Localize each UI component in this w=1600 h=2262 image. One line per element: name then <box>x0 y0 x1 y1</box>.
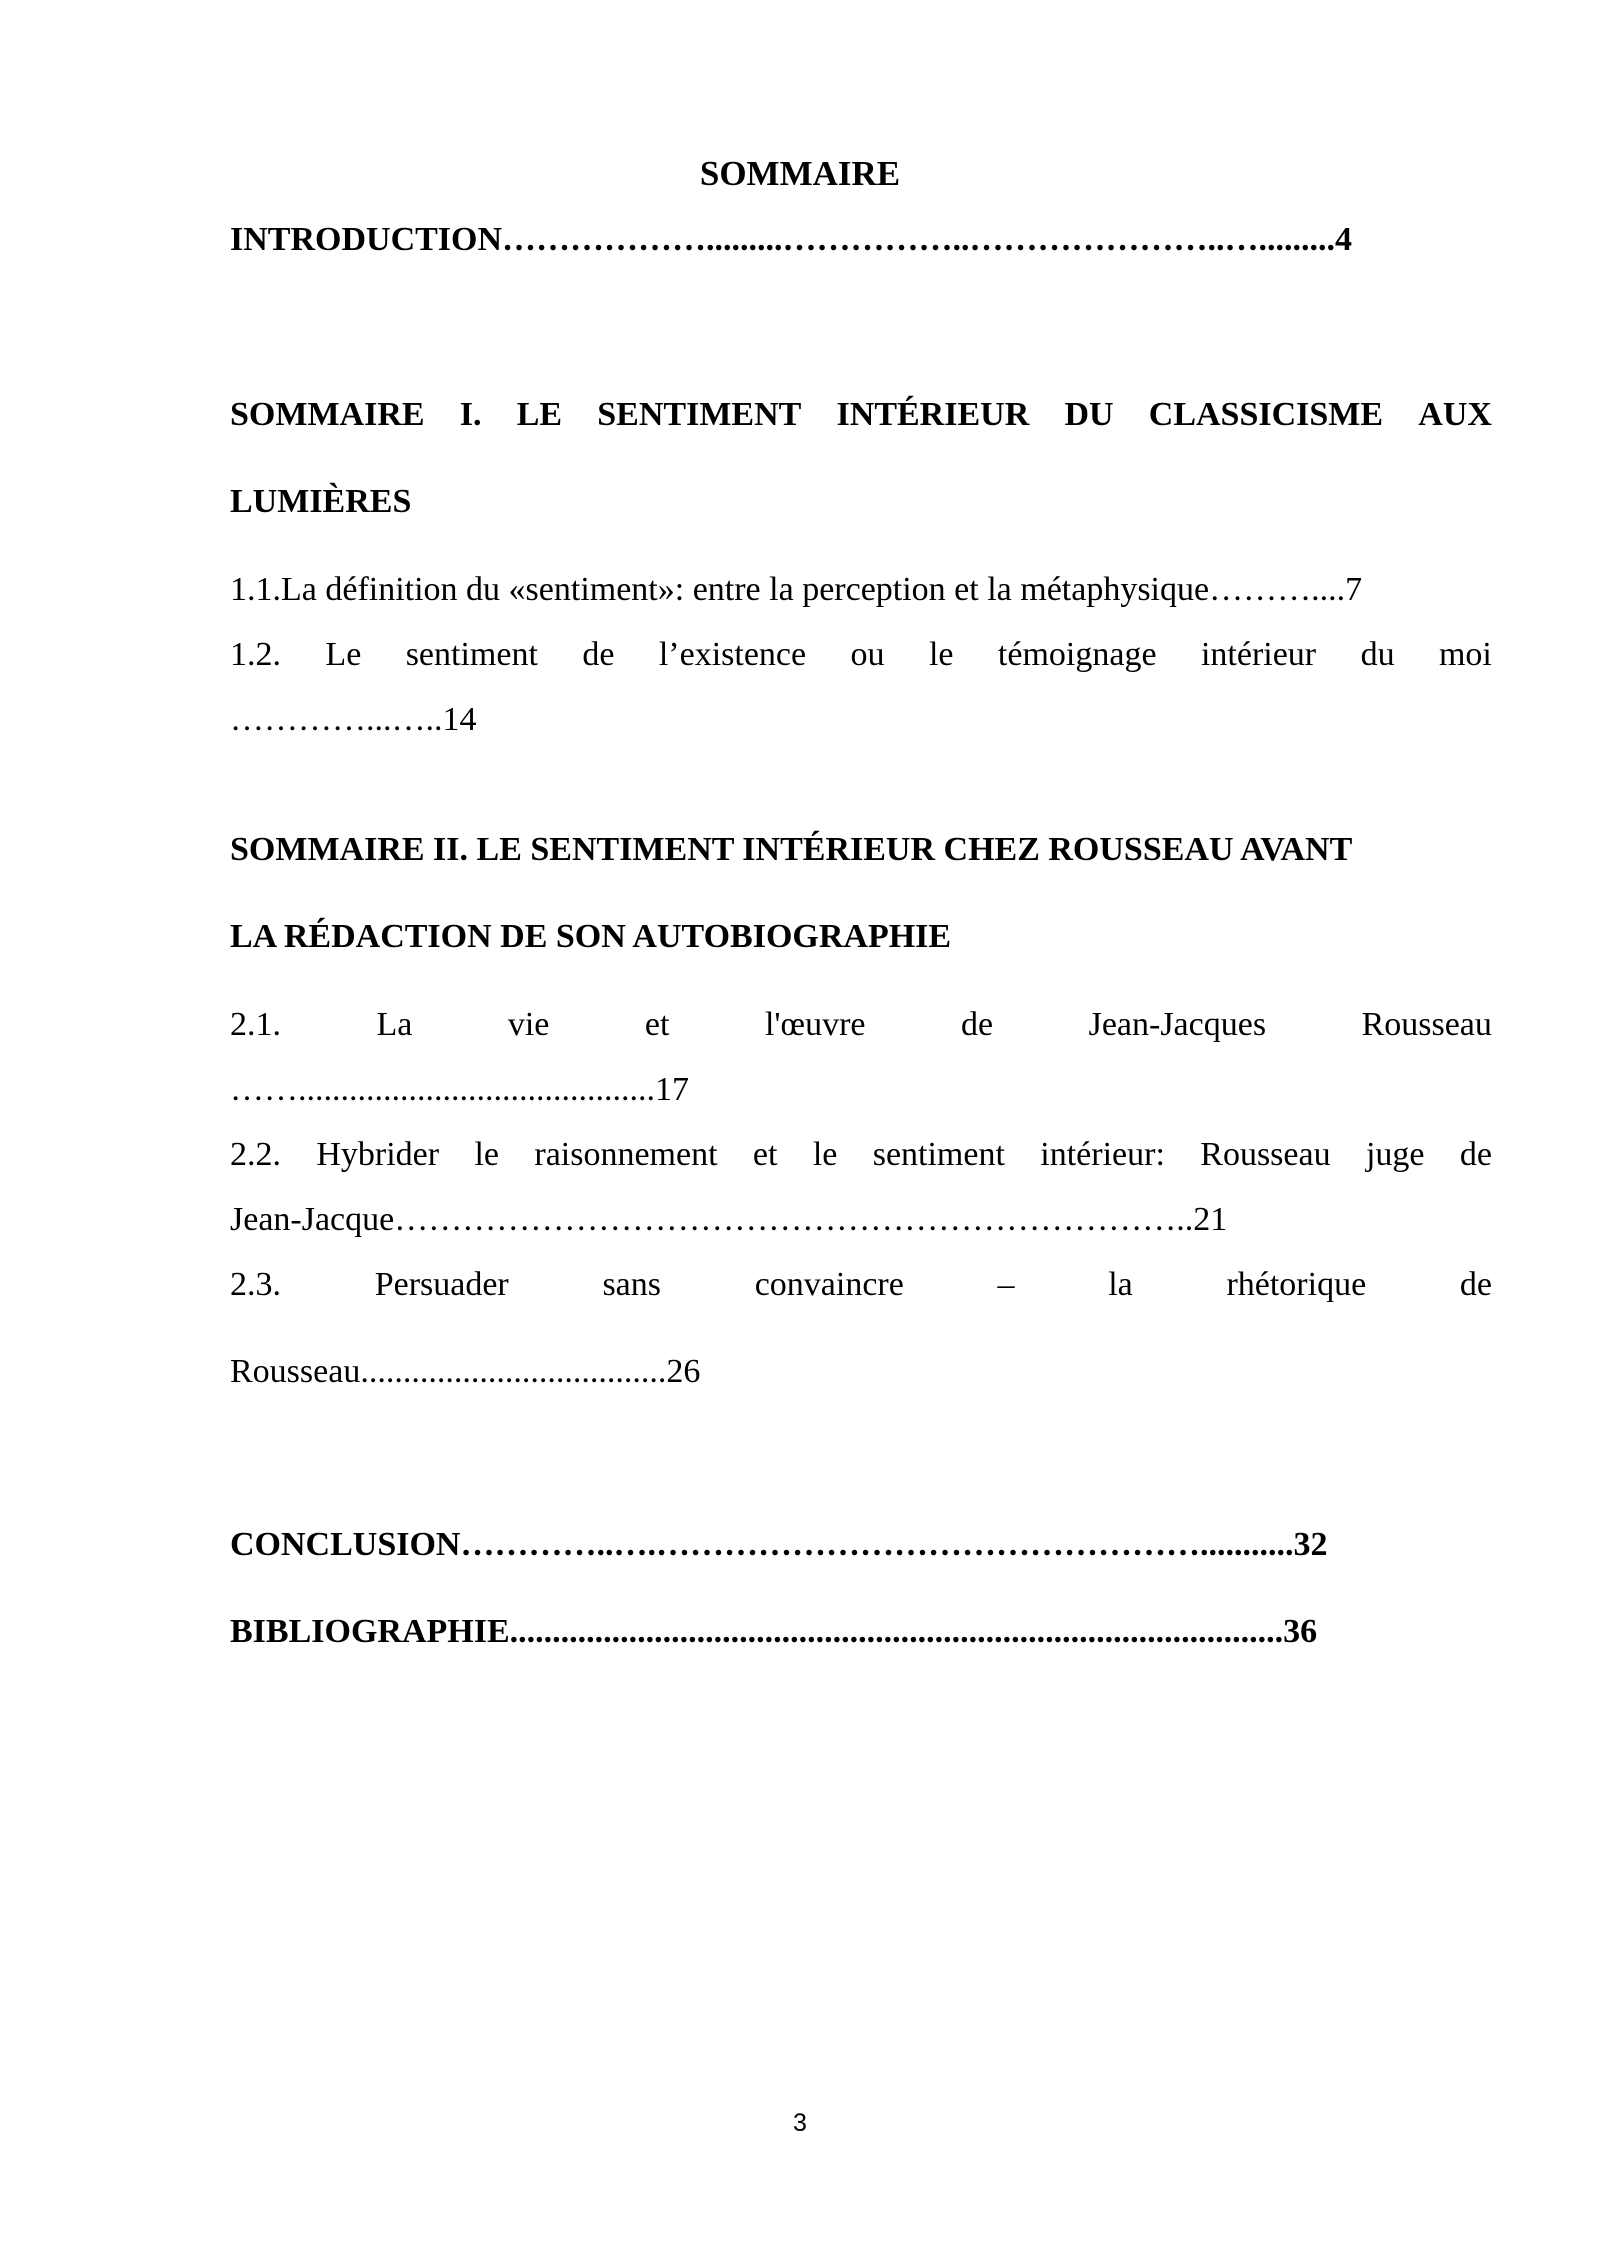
heading-word: CLASSICISME <box>1148 396 1384 433</box>
entry-word: et <box>644 1006 670 1043</box>
entry-word: Jean-Jacques <box>1088 1006 1267 1043</box>
part2-heading: SOMMAIRE II. LE SENTIMENT INTÉRIEUR CHEZ ROUSSEAU AVANT <box>230 831 1353 868</box>
heading-word: DU <box>1064 396 1114 433</box>
toc-entry-bibliography: BIBLIOGRAPHIE...........................................................................................36 <box>230 1613 1318 1650</box>
heading-word: SENTIMENT <box>597 396 802 433</box>
entry-word: intérieur: <box>1040 1136 1165 1173</box>
entry-word: du <box>1360 636 1395 673</box>
part1-heading-continued: LUMIÈRES <box>230 483 412 520</box>
entry-word: Hybrider <box>316 1136 440 1173</box>
toc-entry-1-2 <box>230 635 1492 675</box>
heading-word: I. <box>459 396 482 433</box>
toc-entry-2-2 <box>230 1135 1492 1175</box>
toc-entry-conclusion: CONCLUSION…………..….…………………………………………...........32 <box>230 1526 1328 1563</box>
toc-entry-2-1 <box>230 1005 1492 1045</box>
entry-word: vie <box>507 1006 550 1043</box>
toc-entry-introduction-text: INTRODUCTION……………….........……………..…………………..….........4 <box>230 221 1353 258</box>
entry-word: de <box>1459 1266 1492 1303</box>
entry-word: moi <box>1438 636 1492 673</box>
entry-word: et <box>752 1136 778 1173</box>
entry-word: rhétorique <box>1226 1266 1367 1303</box>
toc-entry-2-2-continued: Jean-Jacque……………………………………………………………..21 <box>230 1201 1228 1238</box>
entry-word: Le <box>325 636 362 673</box>
heading-word: AUX <box>1418 396 1492 433</box>
entry-word: de <box>582 636 615 673</box>
entry-word: 1.2. <box>230 636 281 673</box>
entry-word: de <box>961 1006 994 1043</box>
toc-entry-2-1-continued: ……..........................................17 <box>230 1071 689 1108</box>
entry-word: – <box>997 1266 1015 1303</box>
entry-word: témoignage <box>997 636 1157 673</box>
toc-entry-2-3 <box>230 1265 1492 1305</box>
heading-word: LE <box>516 396 563 433</box>
entry-word: 2.3. <box>230 1266 281 1303</box>
entry-word: l'œuvre <box>764 1006 866 1043</box>
page-number: 3 <box>793 2109 807 2137</box>
heading-word: INTÉRIEUR <box>836 396 1030 433</box>
toc-entry-2-3-continued: Rousseau....................................26 <box>230 1353 701 1390</box>
entry-word: convaincre <box>754 1266 904 1303</box>
entry-word: le <box>928 636 954 673</box>
heading-word: SOMMAIRE <box>230 396 425 433</box>
entry-word: juge <box>1365 1136 1425 1173</box>
entry-word: le <box>812 1136 838 1173</box>
part2-heading-continued: LA RÉDACTION DE SON AUTOBIOGRAPHIE <box>230 918 952 955</box>
part1-heading <box>230 395 1492 435</box>
entry-word: 2.2. <box>230 1136 281 1173</box>
toc-entry-1-1: 1.1.La définition du «sentiment»: entre la perception et la métaphysique………....7 <box>230 571 1363 608</box>
entry-word: Rousseau <box>1361 1006 1492 1043</box>
entry-word: sentiment <box>405 636 538 673</box>
entry-word: de <box>1459 1136 1492 1173</box>
toc-entry-introduction <box>230 220 1492 260</box>
entry-word: ou <box>850 636 885 673</box>
entry-word: raisonnement <box>534 1136 718 1173</box>
entry-word: sentiment <box>872 1136 1005 1173</box>
toc-entry-1-2-continued: …………...…..14 <box>230 701 477 738</box>
entry-word: La <box>376 1006 413 1043</box>
entry-word: 2.1. <box>230 1006 281 1043</box>
entry-word: la <box>1108 1266 1133 1303</box>
entry-word: le <box>474 1136 500 1173</box>
entry-word: intérieur <box>1200 636 1317 673</box>
entry-word: sans <box>602 1266 661 1303</box>
page-title: SOMMAIRE <box>699 154 901 193</box>
entry-word: l’existence <box>658 636 807 673</box>
entry-word: Rousseau <box>1200 1136 1331 1173</box>
entry-word: Persuader <box>374 1266 509 1303</box>
